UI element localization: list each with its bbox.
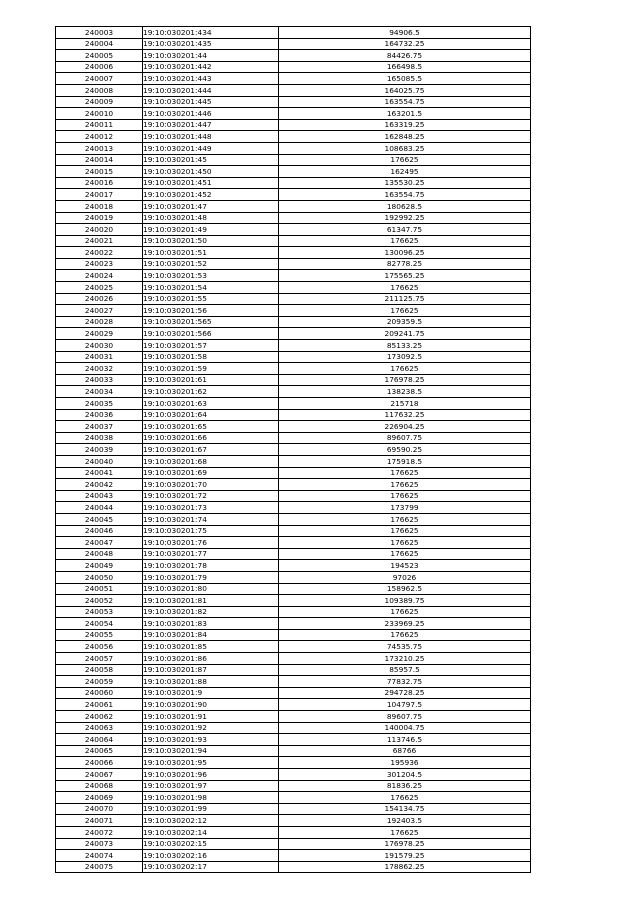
row-number-cell: 240074: [56, 850, 143, 862]
row-number-cell: 240008: [56, 84, 143, 96]
cadastral-value-cell: 135530.25: [279, 177, 531, 189]
cadastral-value-cell: 176625: [279, 479, 531, 491]
cadastral-value-cell: 176625: [279, 235, 531, 247]
row-number-cell: 240022: [56, 247, 143, 259]
table-row: [56, 96, 531, 108]
cadastral-value-cell: 82778.25: [279, 258, 531, 270]
table-row: [56, 664, 531, 676]
cadastral-value-cell: 215718: [279, 398, 531, 410]
row-number-cell: 240006: [56, 61, 143, 73]
row-number-cell: 240070: [56, 803, 143, 815]
row-number-cell: 240050: [56, 571, 143, 583]
row-number-cell: 240032: [56, 363, 143, 375]
cadastral-value-cell: 69590.25: [279, 444, 531, 456]
cadastral-number-cell: 19:10:030201:98: [143, 792, 279, 804]
cadastral-number-cell: 19:10:030201:44: [143, 50, 279, 62]
table-row: [56, 235, 531, 247]
cadastral-number-cell: 19:10:030202:15: [143, 838, 279, 850]
cadastral-value-cell: 191579.25: [279, 850, 531, 862]
cadastral-number-cell: 19:10:030201:566: [143, 328, 279, 340]
cadastral-value-cell: 163554.75: [279, 96, 531, 108]
cadastral-value-cell: 130096.25: [279, 247, 531, 259]
row-number-cell: 240065: [56, 745, 143, 757]
row-number-cell: 240003: [56, 27, 143, 39]
cadastral-value-cell: 175918.5: [279, 455, 531, 467]
row-number-cell: 240010: [56, 108, 143, 120]
table-row: [56, 455, 531, 467]
row-number-cell: 240036: [56, 409, 143, 421]
cadastral-number-cell: 19:10:030201:9: [143, 687, 279, 699]
table-row: [56, 769, 531, 781]
table-row: [56, 200, 531, 212]
cadastral-number-cell: 19:10:030201:565: [143, 316, 279, 328]
table-row: [56, 595, 531, 607]
cadastral-number-cell: 19:10:030201:58: [143, 351, 279, 363]
cadastral-value-cell: 192992.25: [279, 212, 531, 224]
row-number-cell: 240040: [56, 455, 143, 467]
row-number-cell: 240018: [56, 200, 143, 212]
cadastral-value-cell: 68766: [279, 745, 531, 757]
cadastral-value-cell: 162848.25: [279, 131, 531, 143]
cadastral-number-cell: 19:10:030201:47: [143, 200, 279, 212]
table-row: [56, 490, 531, 502]
row-number-cell: 240016: [56, 177, 143, 189]
cadastral-number-cell: 19:10:030201:448: [143, 131, 279, 143]
cadastral-number-cell: 19:10:030202:12: [143, 815, 279, 827]
table-row: [56, 525, 531, 537]
table-row: [56, 745, 531, 757]
table-row: [56, 340, 531, 352]
row-number-cell: 240066: [56, 757, 143, 769]
cadastral-value-cell: 85133.25: [279, 340, 531, 352]
cadastral-value-cell: 176625: [279, 305, 531, 317]
table-row: [56, 467, 531, 479]
table-row: [56, 583, 531, 595]
cadastral-number-cell: 19:10:030201:62: [143, 386, 279, 398]
cadastral-number-cell: 19:10:030201:434: [143, 27, 279, 39]
row-number-cell: 240037: [56, 421, 143, 433]
cadastral-value-cell: 164732.25: [279, 38, 531, 50]
cadastral-value-cell: 113746.5: [279, 734, 531, 746]
table-row: [56, 166, 531, 178]
cadastral-value-cell: 85957.5: [279, 664, 531, 676]
cadastral-value-cell: 109389.75: [279, 595, 531, 607]
cadastral-number-cell: 19:10:030201:68: [143, 455, 279, 467]
row-number-cell: 240042: [56, 479, 143, 491]
row-number-cell: 240038: [56, 432, 143, 444]
cadastral-number-cell: 19:10:030201:88: [143, 676, 279, 688]
table-row: [56, 803, 531, 815]
cadastral-value-cell: 178862.25: [279, 861, 531, 873]
cadastral-number-cell: 19:10:030201:59: [143, 363, 279, 375]
cadastral-number-cell: 19:10:030201:79: [143, 571, 279, 583]
cadastral-value-cell: 77832.75: [279, 676, 531, 688]
table-row: [56, 142, 531, 154]
cadastral-value-cell: 176625: [279, 467, 531, 479]
row-number-cell: 240011: [56, 119, 143, 131]
row-number-cell: 240021: [56, 235, 143, 247]
row-number-cell: 240014: [56, 154, 143, 166]
cadastral-number-cell: 19:10:030201:87: [143, 664, 279, 676]
table-row: [56, 154, 531, 166]
cadastral-value-cell: 176625: [279, 629, 531, 641]
cadastral-number-cell: 19:10:030201:51: [143, 247, 279, 259]
cadastral-value-cell: 163319.25: [279, 119, 531, 131]
cadastral-number-cell: 19:10:030201:77: [143, 548, 279, 560]
row-number-cell: 240052: [56, 595, 143, 607]
table-row: [56, 316, 531, 328]
row-number-cell: 240057: [56, 653, 143, 665]
cadastral-value-cell: 89607.75: [279, 711, 531, 723]
row-number-cell: 240025: [56, 282, 143, 294]
cadastral-number-cell: 19:10:030201:70: [143, 479, 279, 491]
row-number-cell: 240073: [56, 838, 143, 850]
cadastral-value-cell: 233969.25: [279, 618, 531, 630]
cadastral-value-cell: 140004.75: [279, 722, 531, 734]
cadastral-number-cell: 19:10:030201:83: [143, 618, 279, 630]
table-row: [56, 606, 531, 618]
table-row: [56, 815, 531, 827]
cadastral-value-cell: 192403.5: [279, 815, 531, 827]
cadastral-number-cell: 19:10:030201:61: [143, 374, 279, 386]
row-number-cell: 240013: [56, 142, 143, 154]
table-row: [56, 537, 531, 549]
row-number-cell: 240031: [56, 351, 143, 363]
cadastral-value-cell: 209359.5: [279, 316, 531, 328]
cadastral-number-cell: 19:10:030201:443: [143, 73, 279, 85]
cadastral-value-cell: 165085.5: [279, 73, 531, 85]
cadastral-number-cell: 19:10:030201:80: [143, 583, 279, 595]
cadastral-number-cell: 19:10:030201:96: [143, 769, 279, 781]
table-row: [56, 653, 531, 665]
cadastral-value-cell: 154134.75: [279, 803, 531, 815]
cadastral-number-cell: 19:10:030201:442: [143, 61, 279, 73]
cadastral-number-cell: 19:10:030202:17: [143, 861, 279, 873]
table-row: [56, 826, 531, 838]
cadastral-value-cell: 74535.75: [279, 641, 531, 653]
row-number-cell: 240063: [56, 722, 143, 734]
cadastral-number-cell: 19:10:030201:52: [143, 258, 279, 270]
cadastral-number-cell: 19:10:030201:53: [143, 270, 279, 282]
cadastral-value-cell: 162495: [279, 166, 531, 178]
cadastral-number-cell: 19:10:030201:50: [143, 235, 279, 247]
table-row: [56, 270, 531, 282]
table-row: [56, 398, 531, 410]
row-number-cell: 240024: [56, 270, 143, 282]
row-number-cell: 240059: [56, 676, 143, 688]
row-number-cell: 240069: [56, 792, 143, 804]
cadastral-number-cell: 19:10:030201:78: [143, 560, 279, 572]
table-row: [56, 850, 531, 862]
cadastral-value-cell: 104797.5: [279, 699, 531, 711]
table-row: [56, 757, 531, 769]
row-number-cell: 240035: [56, 398, 143, 410]
cadastral-number-cell: 19:10:030201:66: [143, 432, 279, 444]
cadastral-value-cell: 138238.5: [279, 386, 531, 398]
row-number-cell: 240067: [56, 769, 143, 781]
row-number-cell: 240019: [56, 212, 143, 224]
cadastral-value-cell: 209241.75: [279, 328, 531, 340]
row-number-cell: 240023: [56, 258, 143, 270]
cadastral-value-cell: 164025.75: [279, 84, 531, 96]
cadastral-number-cell: 19:10:030201:435: [143, 38, 279, 50]
cadastral-number-cell: 19:10:030201:93: [143, 734, 279, 746]
table-row: [56, 629, 531, 641]
table-row: [56, 861, 531, 873]
row-number-cell: 240005: [56, 50, 143, 62]
table-row: [56, 479, 531, 491]
row-number-cell: 240043: [56, 490, 143, 502]
row-number-cell: 240075: [56, 861, 143, 873]
table-row: [56, 687, 531, 699]
cadastral-number-cell: 19:10:030201:81: [143, 595, 279, 607]
table-row: [56, 177, 531, 189]
cadastral-value-cell: 94906.5: [279, 27, 531, 39]
cadastral-value-cell: 117632.25: [279, 409, 531, 421]
row-number-cell: 240064: [56, 734, 143, 746]
cadastral-value-cell: 84426.75: [279, 50, 531, 62]
table-row: [56, 84, 531, 96]
cadastral-number-cell: 19:10:030201:65: [143, 421, 279, 433]
row-number-cell: 240048: [56, 548, 143, 560]
table-row: [56, 363, 531, 375]
cadastral-number-cell: 19:10:030201:94: [143, 745, 279, 757]
table-row: [56, 108, 531, 120]
cadastral-value-cell: 176625: [279, 537, 531, 549]
cadastral-value-cell: 173092.5: [279, 351, 531, 363]
cadastral-value-cell: 173210.25: [279, 653, 531, 665]
table-row: [56, 386, 531, 398]
cadastral-number-cell: 19:10:030201:449: [143, 142, 279, 154]
row-number-cell: 240028: [56, 316, 143, 328]
table-row: [56, 780, 531, 792]
cadastral-number-cell: 19:10:030201:97: [143, 780, 279, 792]
cadastral-number-cell: 19:10:030201:56: [143, 305, 279, 317]
row-number-cell: 240046: [56, 525, 143, 537]
cadastral-value-cell: 61347.75: [279, 224, 531, 236]
row-number-cell: 240055: [56, 629, 143, 641]
table-row: [56, 421, 531, 433]
row-number-cell: 240072: [56, 826, 143, 838]
cadastral-number-cell: 19:10:030201:85: [143, 641, 279, 653]
row-number-cell: 240015: [56, 166, 143, 178]
cadastral-value-cell: 195936: [279, 757, 531, 769]
table-row: [56, 374, 531, 386]
cadastral-value-cell: 97026: [279, 571, 531, 583]
row-number-cell: 240051: [56, 583, 143, 595]
cadastral-number-cell: 19:10:030201:452: [143, 189, 279, 201]
cadastral-number-cell: 19:10:030201:86: [143, 653, 279, 665]
table-row: [56, 838, 531, 850]
row-number-cell: 240020: [56, 224, 143, 236]
cadastral-number-cell: 19:10:030201:82: [143, 606, 279, 618]
cadastral-value-cell: 108683.25: [279, 142, 531, 154]
cadastral-number-cell: 19:10:030202:16: [143, 850, 279, 862]
row-number-cell: 240056: [56, 641, 143, 653]
row-number-cell: 240044: [56, 502, 143, 514]
cadastral-value-cell: 176625: [279, 792, 531, 804]
cadastral-value-cell: 173799: [279, 502, 531, 514]
table-row: [56, 432, 531, 444]
row-number-cell: 240012: [56, 131, 143, 143]
cadastral-number-cell: 19:10:030201:75: [143, 525, 279, 537]
table-row: [56, 548, 531, 560]
table-row: [56, 571, 531, 583]
cadastral-number-cell: 19:10:030201:84: [143, 629, 279, 641]
cadastral-value-cell: 89607.75: [279, 432, 531, 444]
row-number-cell: 240053: [56, 606, 143, 618]
table-row: [56, 513, 531, 525]
table-body: [56, 27, 531, 873]
cadastral-number-cell: 19:10:030201:445: [143, 96, 279, 108]
row-number-cell: 240027: [56, 305, 143, 317]
cadastral-value-cell: 301204.5: [279, 769, 531, 781]
cadastral-number-cell: 19:10:030201:95: [143, 757, 279, 769]
cadastral-value-cell: 226904.25: [279, 421, 531, 433]
row-number-cell: 240054: [56, 618, 143, 630]
cadastral-value-cell: 211125.75: [279, 293, 531, 305]
table-row: [56, 676, 531, 688]
table-row: [56, 293, 531, 305]
cadastral-value-table: [55, 26, 531, 873]
table-row: [56, 305, 531, 317]
table-row: [56, 792, 531, 804]
cadastral-number-cell: 19:10:030201:444: [143, 84, 279, 96]
table-row: [56, 502, 531, 514]
cadastral-number-cell: 19:10:030201:55: [143, 293, 279, 305]
row-number-cell: 240004: [56, 38, 143, 50]
cadastral-value-cell: 176625: [279, 490, 531, 502]
cadastral-value-cell: 163201.5: [279, 108, 531, 120]
cadastral-value-cell: 166498.5: [279, 61, 531, 73]
cadastral-value-cell: 163554.75: [279, 189, 531, 201]
cadastral-number-cell: 19:10:030201:57: [143, 340, 279, 352]
row-number-cell: 240029: [56, 328, 143, 340]
cadastral-number-cell: 19:10:030201:64: [143, 409, 279, 421]
row-number-cell: 240026: [56, 293, 143, 305]
row-number-cell: 240009: [56, 96, 143, 108]
cadastral-value-cell: 158962.5: [279, 583, 531, 595]
cadastral-number-cell: 19:10:030201:99: [143, 803, 279, 815]
row-number-cell: 240033: [56, 374, 143, 386]
row-number-cell: 240071: [56, 815, 143, 827]
table-row: [56, 212, 531, 224]
cadastral-number-cell: 19:10:030201:48: [143, 212, 279, 224]
cadastral-number-cell: 19:10:030201:69: [143, 467, 279, 479]
cadastral-value-cell: 176625: [279, 154, 531, 166]
cadastral-number-cell: 19:10:030201:446: [143, 108, 279, 120]
cadastral-number-cell: 19:10:030201:45: [143, 154, 279, 166]
table-row: [56, 560, 531, 572]
table-row: [56, 61, 531, 73]
cadastral-number-cell: 19:10:030202:14: [143, 826, 279, 838]
row-number-cell: 240047: [56, 537, 143, 549]
cadastral-number-cell: 19:10:030201:447: [143, 119, 279, 131]
row-number-cell: 240060: [56, 687, 143, 699]
cadastral-number-cell: 19:10:030201:92: [143, 722, 279, 734]
table-row: [56, 699, 531, 711]
row-number-cell: 240045: [56, 513, 143, 525]
row-number-cell: 240062: [56, 711, 143, 723]
row-number-cell: 240030: [56, 340, 143, 352]
cadastral-value-cell: 176625: [279, 548, 531, 560]
table-row: [56, 189, 531, 201]
cadastral-value-cell: 175565.25: [279, 270, 531, 282]
table-row: [56, 282, 531, 294]
table-row: [56, 38, 531, 50]
table-row: [56, 641, 531, 653]
table-row: [56, 258, 531, 270]
cadastral-number-cell: 19:10:030201:90: [143, 699, 279, 711]
cadastral-number-cell: 19:10:030201:49: [143, 224, 279, 236]
cadastral-number-cell: 19:10:030201:451: [143, 177, 279, 189]
table-row: [56, 711, 531, 723]
table-row: [56, 618, 531, 630]
cadastral-value-cell: 176978.25: [279, 374, 531, 386]
cadastral-number-cell: 19:10:030201:76: [143, 537, 279, 549]
cadastral-value-cell: 176625: [279, 282, 531, 294]
cadastral-value-cell: 294728.25: [279, 687, 531, 699]
table-row: [56, 27, 531, 39]
cadastral-number-cell: 19:10:030201:67: [143, 444, 279, 456]
cadastral-value-cell: 176625: [279, 525, 531, 537]
cadastral-value-cell: 176625: [279, 606, 531, 618]
row-number-cell: 240017: [56, 189, 143, 201]
table-row: [56, 224, 531, 236]
cadastral-value-cell: 176625: [279, 513, 531, 525]
cadastral-number-cell: 19:10:030201:450: [143, 166, 279, 178]
table-row: [56, 73, 531, 85]
table-row: [56, 734, 531, 746]
table-row: [56, 50, 531, 62]
cadastral-number-cell: 19:10:030201:91: [143, 711, 279, 723]
table-row: [56, 444, 531, 456]
table-row: [56, 131, 531, 143]
table-row: [56, 722, 531, 734]
row-number-cell: 240007: [56, 73, 143, 85]
cadastral-value-cell: 176978.25: [279, 838, 531, 850]
cadastral-value-cell: 81836.25: [279, 780, 531, 792]
table-row: [56, 119, 531, 131]
cadastral-value-cell: 176625: [279, 826, 531, 838]
row-number-cell: 240034: [56, 386, 143, 398]
cadastral-number-cell: 19:10:030201:54: [143, 282, 279, 294]
table-row: [56, 247, 531, 259]
table-row: [56, 409, 531, 421]
cadastral-value-cell: 194523: [279, 560, 531, 572]
row-number-cell: 240039: [56, 444, 143, 456]
table-row: [56, 328, 531, 340]
row-number-cell: 240068: [56, 780, 143, 792]
table-row: [56, 351, 531, 363]
cadastral-value-cell: 176625: [279, 363, 531, 375]
row-number-cell: 240061: [56, 699, 143, 711]
cadastral-number-cell: 19:10:030201:72: [143, 490, 279, 502]
row-number-cell: 240058: [56, 664, 143, 676]
cadastral-number-cell: 19:10:030201:63: [143, 398, 279, 410]
cadastral-value-cell: 180628.5: [279, 200, 531, 212]
cadastral-number-cell: 19:10:030201:73: [143, 502, 279, 514]
cadastral-number-cell: 19:10:030201:74: [143, 513, 279, 525]
row-number-cell: 240049: [56, 560, 143, 572]
row-number-cell: 240041: [56, 467, 143, 479]
